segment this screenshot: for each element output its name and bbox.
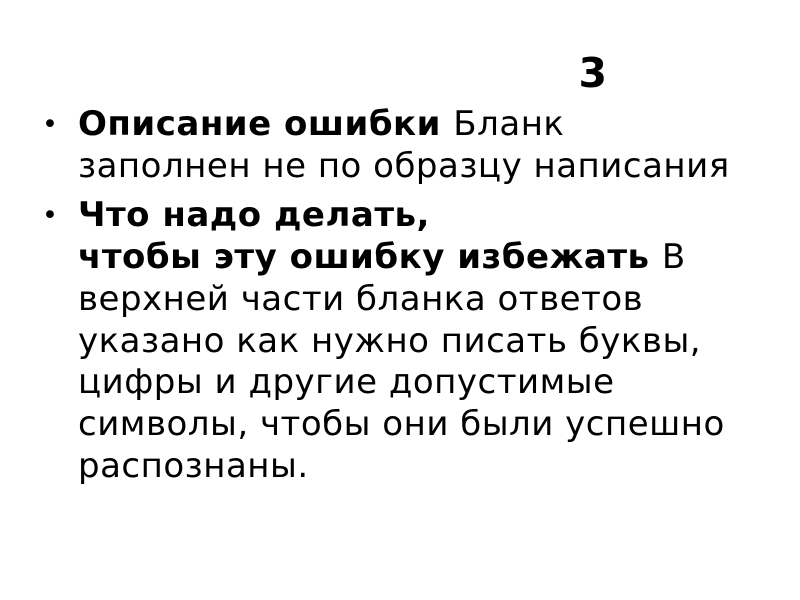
bullet-text-regular: верхней части бланка ответов — [78, 278, 644, 319]
bullet-marker-icon: • — [42, 200, 59, 232]
slide-number: 3 — [578, 49, 608, 97]
bullet-text-regular: указано как нужно писать буквы, — [78, 320, 702, 361]
bullet-text-bold: Описание ошибки — [78, 104, 454, 144]
bullet-text-regular: Бланк — [453, 104, 565, 144]
bullet-line — [78, 362, 766, 404]
bullet-line — [78, 446, 766, 488]
bullet-line — [78, 279, 766, 321]
bullet-text-bold: Что надо делать, — [78, 195, 430, 236]
bullet-text-regular: заполнен не по образцу написания — [78, 145, 730, 186]
bullet-line — [78, 104, 766, 146]
bullet-text-regular: распознаны. — [78, 445, 309, 486]
bullet-text-bold: чтобы эту ошибку избежать — [78, 237, 662, 278]
bullet-text-regular: символы, чтобы они были успешно — [78, 403, 725, 444]
bullet-item — [40, 195, 766, 487]
bullet-line — [78, 146, 766, 188]
bullet-line — [78, 237, 766, 279]
bullet-line — [78, 195, 766, 237]
bullet-text-regular: В — [661, 237, 686, 278]
bullet-line — [78, 404, 766, 446]
bullet-list — [40, 104, 766, 495]
bullet-marker-icon: • — [42, 109, 59, 140]
bullet-text-regular: цифры и другие допустимые — [78, 362, 615, 403]
bullet-line — [78, 321, 766, 363]
bullet-item — [40, 104, 766, 187]
